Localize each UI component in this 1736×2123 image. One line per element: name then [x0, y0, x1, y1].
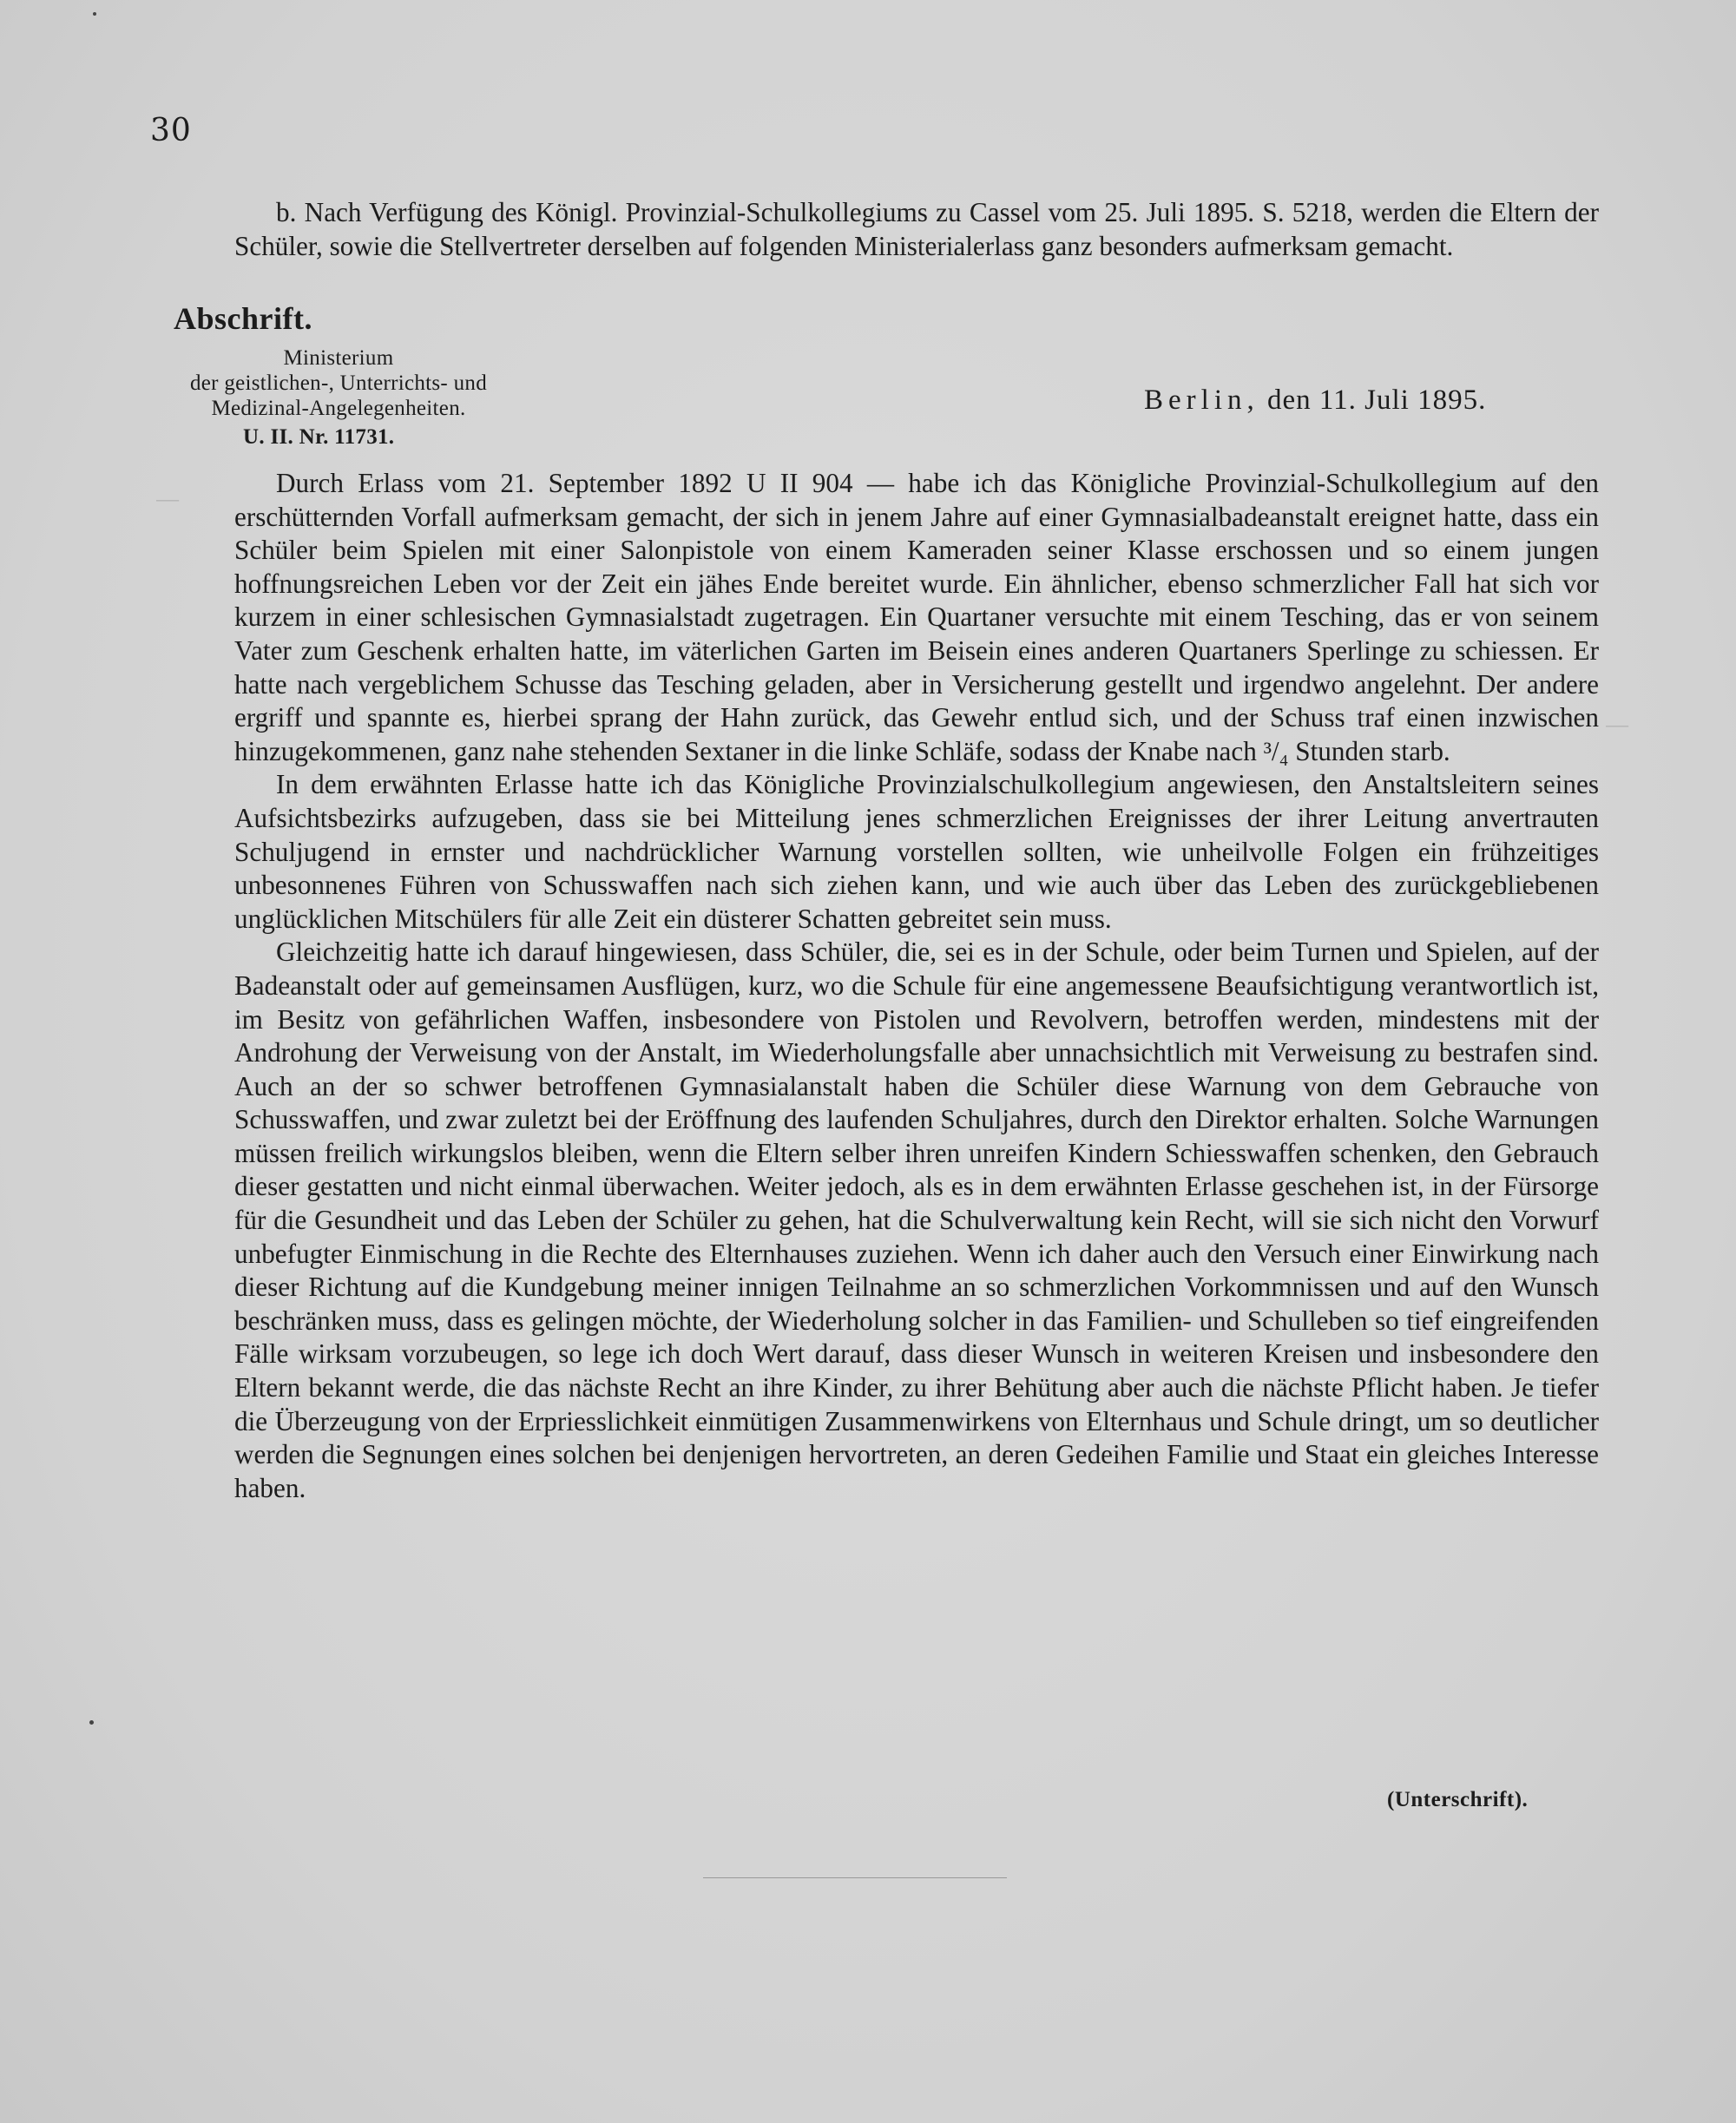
- dateline-place: Berlin,: [1144, 385, 1259, 416]
- ministry-line: Ministerium: [283, 346, 394, 370]
- bleed-through-text: —: [156, 486, 179, 511]
- letter-body: [234, 467, 1599, 1505]
- page-number: 30: [150, 113, 192, 148]
- ministry-line: der geistlichen-, Unterrichts- und: [189, 371, 488, 395]
- reference-number: U. II. Nr. 11731.: [243, 425, 395, 449]
- letter-paragraph: Gleichzeitig hatte ich darauf hingewiesen, dass Schüler, die, sei es in der Schule, oder beim Turnen und Spielen, auf der Badeanstalt oder auf gemeinsamen Ausflügen, kurz, wo die Schule für eine angemessene Beaufsichtigung verantwortlich ist, im Besitz von gefährlichen Waffen, insbesondere von Pistolen und Revolvern, betroffen werden, mindestens mit der Androhung der Verweisung von der Anstalt, im Wiederholungsfalle aber unnachsichtlich mit Verweisung zu bestrafen sind. Auch an der so schwer betroffenen Gymnasialanstalt haben die Schüler diese Warnung von dem Gebrauche von Schusswaffen, und zwar zuletzt bei der Eröffnung des laufenden Schuljahres, durch den Direktor erhalten. Solche Warnungen müssen freilich wirkungslos bleiben, wenn die Eltern selber ihren unreifen Kindern Schiesswaffen schenken, den Gebrauch dieser gestatten und nicht einmal überwachen. Weiter jedoch, als es in dem erwähnten Erlasse geschehen ist, in der Fürsorge für die Gesundheit und das Leben der Schüler zu gehen, hat die Schulverwaltung kein Recht, will sie sich nicht den Vorwurf unbefugter Einmischung in die Rechte des Elternhauses zuziehen. Wenn ich daher auch den Versuch einer Einwirkung nach dieser Richtung auf die Kundgebung meiner innigen Teilnahme an so schmerzlichen Vorkommnissen und auf den Wunsch beschränken muss, dass es gelingen möchte, der Wiederholung solcher in das Familien- und Schulleben so tief eingreifenden Fälle wirksam vorzubeugen, so lege ich doch Wert darauf, dass dieser Wunsch in weiteren Kreisen und insbesondere den Eltern bekannt werde, die das nächste Recht an ihre Kinder, zu ihrer Behütung aber auch die nächste Pflicht haben. Je tiefer die Überzeugung von der Erpriesslichkeit einmütigen Zusammenwirkens von Elternhaus und Schule dringt, um so deutlicher werden die Segnungen eines solchen bei denjenigen hervortreten, an deren Gedeihen Familie und Staat ein gleiches Interesse haben.: [234, 937, 1599, 1503]
- ink-speck: [93, 12, 96, 16]
- intro-paragraph: b. Nach Verfügung des Königl. Provinzial-Schulkollegiums zu Cassel vom 25. Juli 1895. S. 5218, werden die Eltern der Schüler, sowie die Stellvertreter derselben auf folgenden Ministerialerlass ganz besonders aufmerksam gemacht.: [234, 197, 1599, 261]
- dateline-date: den 11. Juli 1895.: [1266, 385, 1487, 416]
- letter-paragraph: Durch Erlass vom 21. September 1892 U II 904 — habe ich das Königliche Provinzial-Schulkollegium auf den erschütternden Vorfall aufmerksam gemacht, der sich in jenem Jahre auf einer Gymnasialbadeanstalt ereignet hatte, dass ein Schüler beim Spielen mit einer Salonpistole von einem Kameraden seiner Klasse erschossen und so einem jungen hoffnungsreichen Leben vor der Zeit ein jähes Ende bereitet wurde. Ein ähnlicher, ebenso schmerzlicher Fall hat sich vor kurzem in einer schlesischen Gymnasialstadt zugetragen. Ein Quartaner versuchte mit einem Tesching, das er von seinem Vater zum Geschenk erhalten hatte, im väterlichen Garten im Beisein eines anderen Quartaners Sperlinge zu schiessen. Er hatte nach vergeblichem Schusse das Tesching geladen, aber in Versicherung gestellt und irgendwo angelehnt. Der andere ergriff und spannte es, hierbei sprang der Hahn zurück, das Gewehr entlud sich, und der Schuss traf einen inzwischen hinzugekommenen, ganz nahe stehenden Sextaner in die linke Schläfe, sodass der Knabe nach ³/₄ Stunden starb.: [234, 468, 1599, 766]
- ministry-line: Medizinal-Angelegenheiten.: [211, 397, 466, 420]
- signature-placeholder: (Unterschrift).: [1387, 1788, 1529, 1811]
- copy-heading: Abschrift.: [174, 301, 312, 336]
- section-divider: [703, 1877, 1007, 1878]
- dateline: [1144, 385, 1486, 417]
- ministry-letterhead: [148, 345, 529, 450]
- intro-section: [234, 196, 1599, 263]
- bleed-through-text: —: [1606, 712, 1628, 737]
- letter-paragraph: In dem erwähnten Erlasse hatte ich das Königliche Provinzialschulkollegium angewiesen, den Anstaltsleitern seines Aufsichtsbezirks aufzugeben, dass sie bei Mitteilung jenes schmerzlichen Ereignisses der ihrer Leitung anvertrauten Schuljugend in ernster und nachdrücklicher Warnung vorstellen sollten, wie unheilvolle Folgen ein frühzeitiges unbesonnenes Führen von Schusswaffen nach sich ziehen kann, und wie auch über das Leben des zurückgebliebenen unglücklichen Mitschülers für alle Zeit ein düsterer Schatten gebreitet sein muss.: [234, 769, 1599, 934]
- ink-speck: [89, 1720, 94, 1725]
